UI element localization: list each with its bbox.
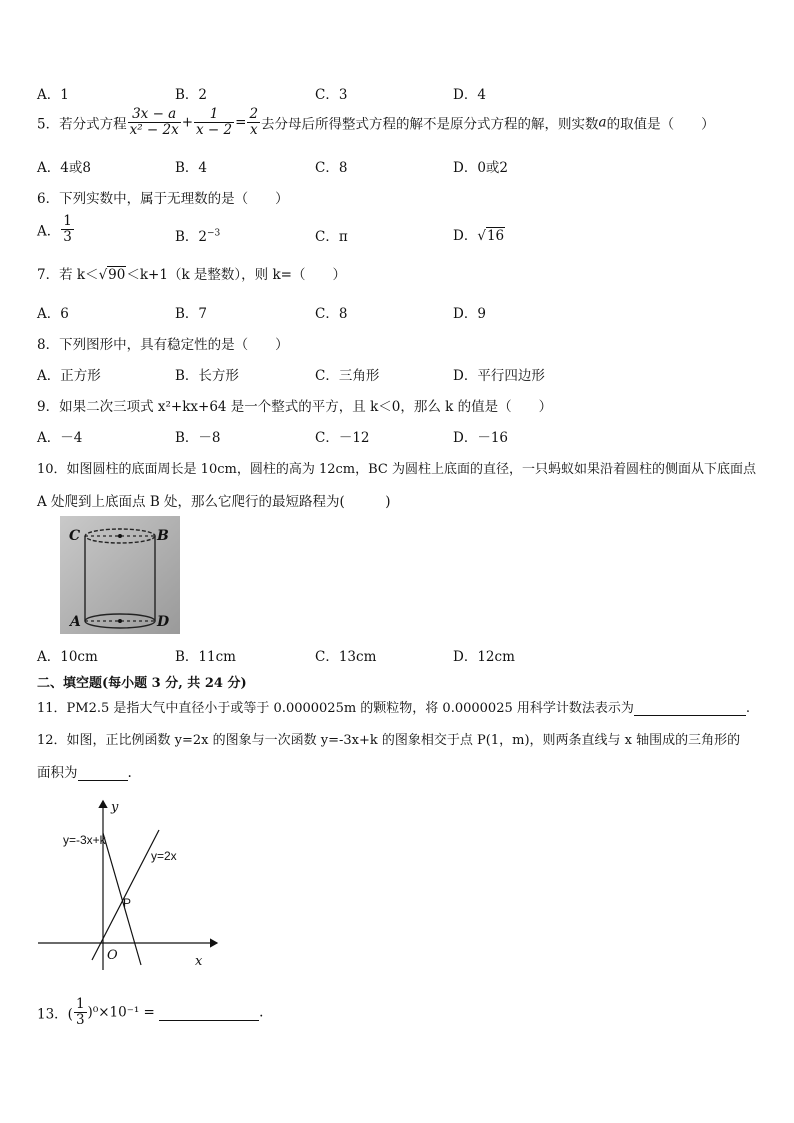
q9-option-b: B．－8 [175,430,221,446]
q5-fraction-2 [194,107,234,138]
q5-frac1-num: 3x − a [128,107,181,123]
label-a: A [70,614,81,630]
question-5: 5．若分式方程 $\frac{3x - a}{\text{x² − 2x}}$ + $\frac{1}{x - 2}$ = $\frac{2}{x}$ 去分母后所得整式方程的解不是原分式方程的解，则实数a的取值是（ ） [37,106,715,138]
section-2-title: 二、填空题(每小题 3 分, 共 24 分) [37,676,247,691]
question-6: 6．下列实数中，属于无理数的是（ ） [37,191,289,207]
cylinder-figure [60,516,180,634]
q12-answer-blank[interactable] [78,764,128,781]
q8-option-d: D．平行四边形 [453,368,545,384]
q6-option-b [175,225,220,245]
q5-suffix: 去分母后所得整式方程的解不是原分式方程的解，则实数 [261,116,599,133]
q13-expr: )⁰×10⁻¹ = [87,1004,155,1021]
line-label-2x: y=2x [151,849,177,863]
q9-option-a: A．－4 [37,430,83,446]
question-10-line1: 10．如图圆柱的底面周长是 10cm，圆柱的高为 12cm，BC 为圆柱上底面的直径，一只蚂蚁如果沿着圆柱的侧面从下底面点 [37,462,756,477]
question-13 [37,997,263,1028]
bottom-center-dot [118,619,122,623]
question-10-line2: A 处爬到上底面点 B 处，那么它爬行的最短路程为( ) [37,494,391,510]
q4-option-b: B．2 [175,87,208,103]
question-12-line2 [37,761,132,781]
q6-option-a [37,214,75,245]
q6-option-c: C．π [315,229,348,245]
q12-end: . [127,765,132,781]
q4-option-c: C．3 [315,87,348,103]
q6-opt-d-label: D． [453,228,478,244]
line-y-2x [92,830,159,960]
q6-opt-a-fraction [61,214,74,245]
q13-den: 3 [75,1012,85,1028]
q12-text: 面积为 [37,765,78,781]
q7-text-b: ＜k+1（k 是整数），则 k=（ ） [126,267,346,283]
q11-end: . [745,701,751,716]
q6-opt-b-label: B．2 [175,229,208,245]
q10-option-b: B．11cm [175,649,236,665]
q11-text: 11．PM2.5 是指大气中直径小于或等于 0.0000025m 的颗粒物，将 0.0000025 用科学计数法表示为 [37,701,634,716]
label-b: B [157,528,169,544]
q10-option-a: A．10cm [37,649,98,665]
q9-option-d: D．－16 [453,430,509,446]
top-center-dot [118,534,122,538]
line-y-neg3x-k [103,833,141,965]
q5-option-b: B．4 [175,160,208,176]
question-12-line1: 12．如图，正比例函数 y=2x 的图象与一次函数 y=-3x+k 的图象相交于点 P(1，m)，则两条直线与 x 轴围成的三角形的 [37,733,741,748]
q8-option-c: C．三角形 [315,368,380,384]
q5-option-a: A．4或8 [37,160,91,176]
y-axis-label: y [111,800,119,815]
q6-option-d [453,224,505,244]
q8-option-b: B．长方形 [175,368,239,384]
question-11 [37,697,750,716]
q5-suffix2: 的取值是（ ） [606,116,715,133]
q5-frac2-num: 1 [194,107,234,123]
q13-fraction [74,997,87,1028]
q5-frac1-den: x² − 2x [129,122,179,138]
q4-option-d: D．4 [453,87,486,103]
q7-option-c: C．8 [315,306,348,322]
q9-option-c: C．－12 [315,430,370,446]
point-p-label: P [123,896,132,910]
question-9: 9．如果二次三项式 x²+kx+64 是一个整式的平方，且 k＜0，那么 k 的值是（ ） [37,399,553,415]
q7-rad: 90 [108,267,126,283]
q5-option-d: D．0或2 [453,160,509,176]
line-label-neg3x-k: y=-3x+k [63,833,106,847]
q5-prefix: 5．若分式方程 [37,116,127,133]
q6-opt-a-label: A． [37,223,61,240]
q7-option-a: A．6 [37,306,69,322]
q5-option-c: C．8 [315,160,348,176]
question-8: 8．下列图形中，具有稳定性的是（ ） [37,337,289,353]
sqrt-icon: √90 [98,267,126,283]
origin-label: O [107,948,118,963]
q6-opt-d-rad: 16 [486,228,505,244]
q5-frac3-den: x [249,122,258,138]
q5-fraction-3 [247,107,260,138]
q7-option-d: D．9 [453,306,486,322]
q10-option-c: C．13cm [315,649,377,665]
q5-fraction-1 [128,107,181,138]
q7-option-b: B．7 [175,306,208,322]
q6-opt-a-den: 3 [63,229,72,245]
q13-end: . [259,1004,264,1021]
label-c: C [69,528,81,544]
q10-option-d: D．12cm [453,649,515,665]
q4-option-a: A．1 [37,87,69,103]
x-axis-label: x [195,954,203,969]
q13-num: 1 [75,996,85,1012]
label-d: D [157,614,170,630]
q6-opt-b-exp: −3 [207,228,221,239]
q5-frac2-den: x − 2 [196,122,233,138]
q6-opt-a-num: 1 [63,213,72,229]
q8-option-a: A．正方形 [37,368,101,384]
sqrt-icon: √16 [477,228,505,244]
q11-answer-blank[interactable] [634,700,746,716]
linear-functions-graph [35,795,230,975]
q5-var: a [598,114,607,131]
q5-frac3-num: 2 [249,106,259,122]
q13-answer-blank[interactable] [159,1004,259,1021]
q7-text-a: 7．若 k＜ [37,267,99,283]
question-7 [37,263,346,283]
q13-prefix: 13．( [37,1006,73,1023]
